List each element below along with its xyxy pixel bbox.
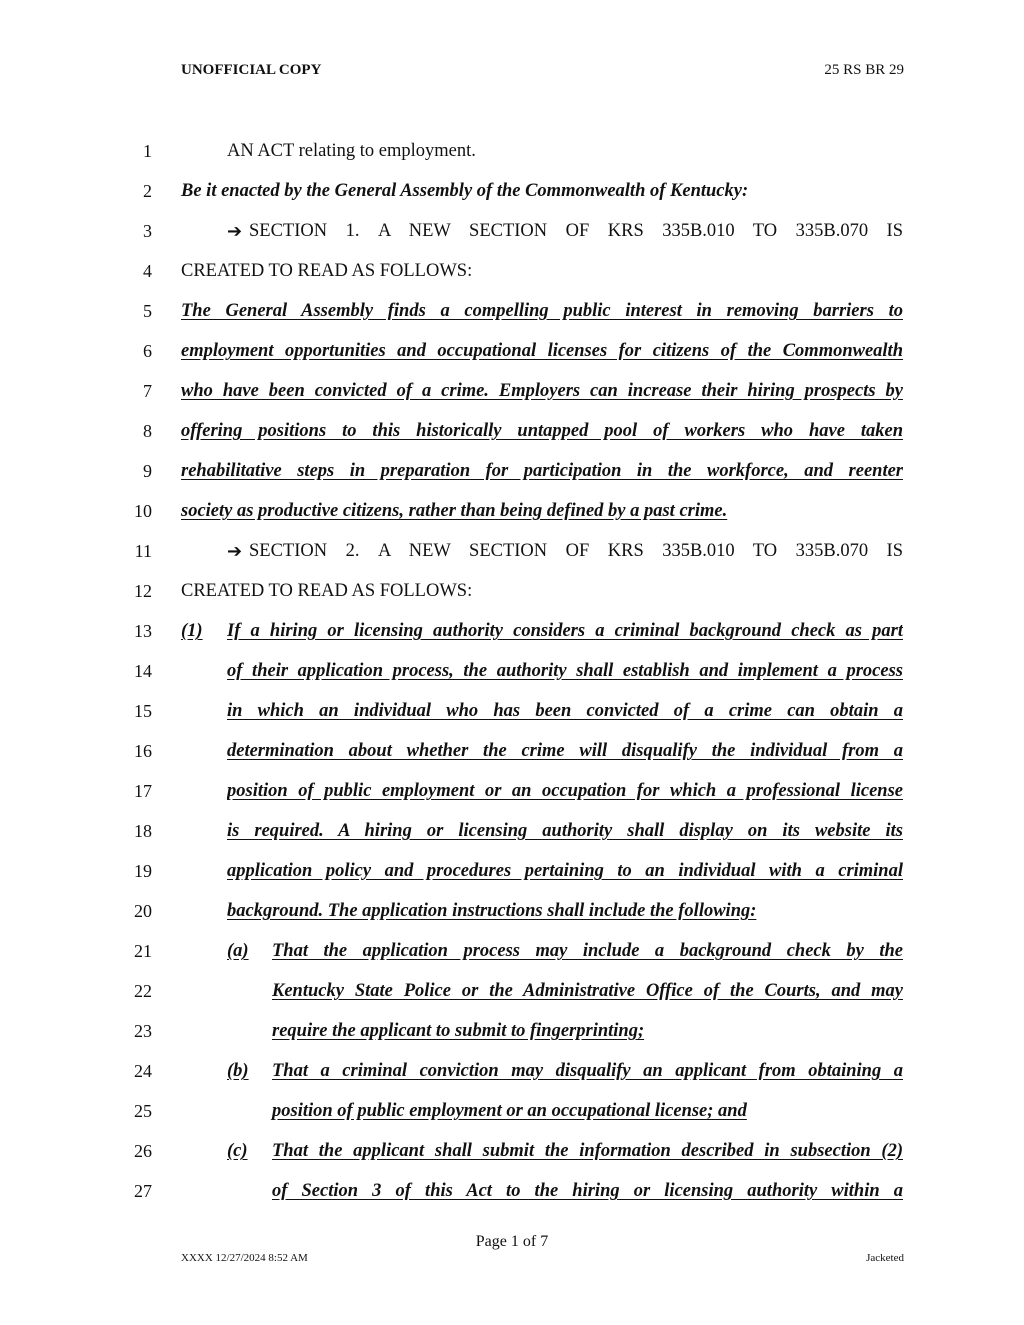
- new-text: employment opportunities and occupational licenses for citizens of the Commonwealth: [181, 341, 903, 361]
- line-number: 11: [134, 541, 152, 561]
- line-number: 6: [143, 341, 152, 361]
- line-number: 5: [143, 301, 152, 321]
- section-heading-cont: CREATED TO READ AS FOLLOWS:: [181, 261, 473, 281]
- doc-line: [0, 1181, 1024, 1221]
- line-number: 4: [143, 261, 152, 281]
- doc-line: [0, 341, 1024, 381]
- doc-line: [0, 941, 1024, 981]
- doc-line: [0, 821, 1024, 861]
- line-number: 21: [134, 941, 152, 961]
- line-number: 7: [143, 381, 152, 401]
- footer-left: XXXX 12/27/2024 8:52 AM: [181, 1252, 308, 1264]
- doc-line: [0, 221, 1024, 261]
- line-number: 24: [134, 1061, 152, 1081]
- line-number: 14: [134, 661, 152, 681]
- line-number: 27: [134, 1181, 152, 1201]
- section-heading-cont: CREATED TO READ AS FOLLOWS:: [181, 581, 473, 601]
- new-text: Kentucky State Police or the Administrative Office of the Courts, and may: [272, 981, 903, 1001]
- doc-line: [0, 901, 1024, 941]
- new-text: position of public employment or an occupational license; and: [272, 1101, 747, 1121]
- doc-line: [0, 261, 1024, 301]
- doc-line: [0, 1101, 1024, 1141]
- line-number: 10: [134, 501, 152, 521]
- line-number: 2: [143, 181, 152, 201]
- line-number: 8: [143, 421, 152, 441]
- line-number: 3: [143, 221, 152, 241]
- line-number: 17: [134, 781, 152, 801]
- line-number: 26: [134, 1141, 152, 1161]
- doc-line: [0, 701, 1024, 741]
- section-heading: SECTION 2. A NEW SECTION OF KRS 335B.010 TO 335B.070 IS: [249, 541, 903, 561]
- arrow-icon: ➔: [227, 541, 243, 562]
- doc-line: [0, 181, 1024, 221]
- new-text: rehabilitative steps in preparation for participation in the workforce, and reenter: [181, 461, 903, 481]
- new-text: position of public employment or an occupation for which a professional license: [227, 781, 903, 801]
- new-text: determination about whether the crime will disqualify the individual from a: [227, 741, 903, 761]
- doc-line: [0, 981, 1024, 1021]
- new-text: is required. A hiring or licensing authority shall display on its website its: [227, 821, 903, 841]
- doc-line: [0, 501, 1024, 541]
- doc-line: [0, 301, 1024, 341]
- line-number: 18: [134, 821, 152, 841]
- paragraph-label: (c): [227, 1141, 248, 1161]
- new-text: That the applicant shall submit the information described in subsection (2): [272, 1141, 903, 1161]
- page-number: Page 1 of 7: [475, 1233, 549, 1250]
- new-text: require the applicant to submit to fingerprinting;: [272, 1021, 645, 1041]
- header-right: 25 RS BR 29: [824, 62, 904, 78]
- line-number: 23: [134, 1021, 152, 1041]
- line-number: 12: [134, 581, 152, 601]
- doc-line: [0, 781, 1024, 821]
- line-number: 19: [134, 861, 152, 881]
- new-text: That the application process may include a background check by the: [272, 941, 903, 961]
- doc-line: [0, 541, 1024, 581]
- paragraph-label: (a): [227, 941, 249, 961]
- section-heading: SECTION 1. A NEW SECTION OF KRS 335B.010 TO 335B.070 IS: [249, 221, 903, 241]
- doc-line: [0, 141, 1024, 181]
- new-text: If a hiring or licensing authority considers a criminal background check as part: [227, 621, 903, 641]
- line-number: 25: [134, 1101, 152, 1121]
- new-text: offering positions to this historically untapped pool of workers who have taken: [181, 421, 903, 441]
- line-number: 1: [143, 141, 152, 161]
- line-number: 16: [134, 741, 152, 761]
- doc-line: [0, 381, 1024, 421]
- line-number: 13: [134, 621, 152, 641]
- arrow-icon: ➔: [227, 221, 243, 242]
- doc-line: [0, 741, 1024, 781]
- line-number: 20: [134, 901, 152, 921]
- new-text: The General Assembly finds a compelling public interest in removing barriers to: [181, 301, 903, 321]
- line-number: 9: [143, 461, 152, 481]
- doc-line: [0, 461, 1024, 501]
- subsection-label: (1): [181, 621, 203, 641]
- doc-line: [0, 1141, 1024, 1181]
- doc-line: [0, 661, 1024, 701]
- line-number: 15: [134, 701, 152, 721]
- new-text: in which an individual who has been convicted of a crime can obtain a: [227, 701, 903, 721]
- doc-line: [0, 421, 1024, 461]
- act-title: AN ACT relating to employment.: [227, 141, 476, 161]
- line-number: 22: [134, 981, 152, 1001]
- doc-line: [0, 861, 1024, 901]
- enacting-clause: Be it enacted by the General Assembly of the Commonwealth of Kentucky:: [181, 181, 749, 201]
- new-text: application policy and procedures pertaining to an individual with a criminal: [227, 861, 903, 881]
- paragraph-label: (b): [227, 1061, 249, 1081]
- footer-right: Jacketed: [866, 1252, 904, 1264]
- new-text: society as productive citizens, rather than being defined by a past crime.: [181, 501, 728, 521]
- doc-line: [0, 1061, 1024, 1101]
- doc-line: [0, 1021, 1024, 1061]
- new-text: of their application process, the authority shall establish and implement a process: [227, 661, 903, 681]
- new-text: That a criminal conviction may disqualify an applicant from obtaining a: [272, 1061, 903, 1081]
- doc-line: [0, 621, 1024, 661]
- new-text: of Section 3 of this Act to the hiring or licensing authority within a: [272, 1181, 903, 1201]
- new-text: background. The application instructions shall include the following:: [227, 901, 757, 921]
- new-text: who have been convicted of a crime. Employers can increase their hiring prospects by: [181, 381, 903, 401]
- doc-line: [0, 581, 1024, 621]
- header-left: UNOFFICIAL COPY: [181, 62, 322, 78]
